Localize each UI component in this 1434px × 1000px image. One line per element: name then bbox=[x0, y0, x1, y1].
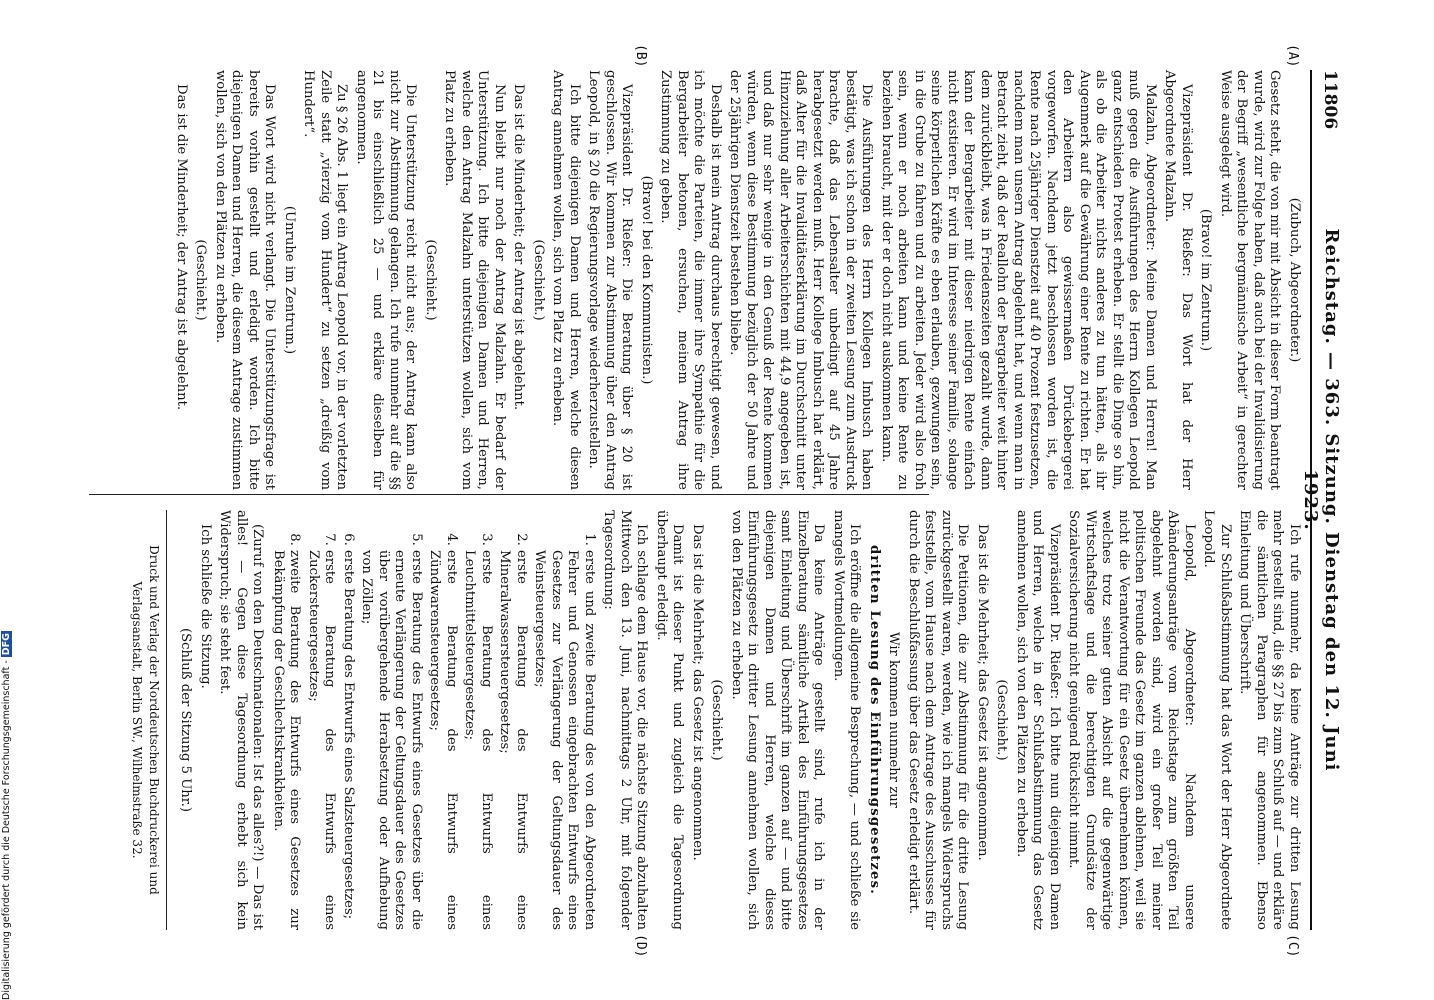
paragraph: (Zuruf von den Deutschnationalen: Ist das alles?!) — Das ist alles! — Gegen diese Tagesordnung erhebt sich kein Widerspruch; sie steht fest. bbox=[217, 510, 266, 930]
margin-mark-a: (A) bbox=[1285, 44, 1300, 68]
interjection: (Unruhe im Zentrum.) bbox=[282, 205, 297, 355]
paragraph: Zu § 26 Abs. 1 liegt ein Antrag Leopold vor, in der vorletzten Zeile statt „vierzig vom Hundert“ zu setzen „dreißig vom Hundert“. bbox=[301, 70, 350, 490]
agenda-item: 3. erste Beratung des Entwurfs eines Leuchtmittelsteuergesetzes; bbox=[461, 550, 494, 930]
paragraph: Die Ausführungen des Herrn Kollegen Imbusch haben bestätigt, was ich schon in der zweiten Lesung zum Ausdruck brachte, daß das Lebensalter unbedingt auf 45 Jahre herabgesetzt werden muß. Herr Kollege Imbusch hat erklärt, daß Alter für die Invaliditätserklärung im Durchschnitt unter Hinzuziehung aller Arbeiterschichten mit 44,9 angegeben ist, und daß nur sehr wenige in den Genuß der Rente kommen würden, wenn diese Bestimmung bezüglich der 50 Jahre und der 25jährigen Dienstzeit bestehen bliebe. bbox=[727, 70, 875, 490]
paragraph: Das Wort wird nicht verlangt. Die Unterstützungsfrage ist bereits vorhin gestellt und erledigt worden. Ich bitte diejenigen Damen und Herren, die diesem Antrage zustimmen wollen, sich von den Plätzen zu erheben. bbox=[213, 70, 278, 490]
paragraph: Das ist die Minderheit; der Antrag ist abgelehnt. bbox=[174, 84, 189, 411]
agenda-item: 2. erste Beratung des Entwurfs eines Mineralwassersteuergesetzes; bbox=[496, 550, 529, 930]
paragraph: Die Unterstützung reicht nicht aus; der Antrag kann also nicht zur Abstimmung gelangen. Ich rufe nunmehr auf die §§ 21 bis einschließlich 25 — und erkläre dieselben für angenommen. bbox=[354, 70, 419, 490]
interjection: (Geschieht.) bbox=[531, 239, 546, 321]
paragraph: Gesetz steht, die von mir mit Absicht in dieser Form beantragt wurde, wird zur Folge haben, daß auch bei der Invalidisierung der Begriff „wesentliche bergmännische Arbeit“ in gerechter Weise ausgelegt wird. bbox=[1218, 70, 1283, 490]
agenda-list bbox=[270, 510, 598, 930]
agenda-item: 1. erste und zweite Beratung des von den Abgeordneten Fehrer und Genossen eingebrachten Entwurfs eines Gesetzes zur Verlängerung der Geltungsdauer des Weinsteuergesetzes; bbox=[531, 550, 597, 930]
margin-mark-b: (B) bbox=[633, 44, 648, 68]
paragraph: Nun bleibt nur noch der Antrag Malzahn. Er bedarf der Unterstützung. Ich bitte diejenigen Damen und Herren, welche den Antrag Malzahn unterstützen wollen, sich vom Platz zu erheben. bbox=[442, 70, 507, 490]
agenda-item: 5. erste Beratung des Entwurfs eines Gesetzes über die erneute Verlängerung der Geltungsdauer des Gesetzes über vorübergehende Herabsetzung oder Aufhebung von Zöllen; bbox=[358, 550, 424, 930]
paragraph: Vizepräsident Dr. Rießer: Ich bitte nun diejenigen Damen und Herren, welche in der Schlußabstimmung das Gesetz annehmen wollen, sich von den Plätzen zu erheben. bbox=[1014, 510, 1062, 930]
margin-mark-c: (C) bbox=[1285, 934, 1300, 958]
paragraph: Ich schlage dem Hause vor, die nächste Sitzung abzuhalten Mittwoch den 13. Juni, nachmittags 2 Uhr, mit folgender Tagesordnung: bbox=[601, 510, 650, 930]
interjection: (Geschieht.) bbox=[193, 239, 209, 321]
paragraph: Ich bitte diejenigen Damen und Herren, welche diesen Antrag annehmen wollen, sich vom Platz zu erheben. bbox=[550, 70, 582, 490]
interjection: (Geschieht.) bbox=[423, 239, 438, 321]
agenda-item: 8. zweite Beratung des Entwurfs eines Gesetzes zur Bekämpfung der Geschlechtskrankheiten. bbox=[270, 550, 303, 930]
paragraph: Vizepräsident Dr. Rießer: Das Wort hat der Herr Abgeordnete Malzahn. bbox=[1162, 70, 1194, 490]
running-title: Reichstag. — 363. Sitzung. Dienstag den 12. Juni 1923. bbox=[1300, 228, 1342, 772]
paragraph: Vizepräsident Dr. Rießer: Die Beratung über § 20 ist geschlossen. Wir kommen zur Abstimmung über den Antrag Leopold, in § 20 die Regierungsvorlage wiederherzustellen. bbox=[586, 70, 635, 490]
interjection: (Geschieht.) bbox=[994, 679, 1010, 761]
paragraph: Damit ist dieser Punkt und zugleich die Tagesordnung überhaupt erledigt. bbox=[654, 510, 686, 930]
closing-note: (Schluß der Sitzung 5 Uhr.) bbox=[178, 627, 194, 812]
paragraph: Leopold, Abgeordneter: Nachdem unsere Abänderungsanträge vom Reichstage zum größten Teil abgelehnt worden sind, wird ein großer Teil meiner politischen Freunde das Gesetz im ganzen ablehnen, weil sie nicht die Verantwortung für ein Gesetz übernehmen können, welches trotz seiner guten Absicht auf die gegenwärtige Wirtschaftslage und die berechtigten Grundsätze der Sozialversicherung nicht genügend Rücksicht nimmt. bbox=[1066, 510, 1197, 930]
margin-mark-d: (D) bbox=[633, 934, 648, 958]
digitization-credit bbox=[1, 580, 17, 1000]
dfg-logo: DFG bbox=[1, 633, 12, 656]
right-column bbox=[126, 510, 1302, 930]
page-header bbox=[1300, 70, 1344, 930]
paragraph: Da keine Anträge gestellt sind, rufe ich in der Einzelberatung sämtliche Artikel des Einführungsgesetzes samt Einleitung und Überschrift im ganzen auf — und bitte diejenigen Damen und Herren, welche dieses Einführungsgesetz in dritter Lesung annehmen wollen, sich von den Plätzen zu erheben. bbox=[729, 510, 827, 930]
column-divider bbox=[89, 494, 929, 495]
paragraph: Das ist die Mehrheit; das Gesetz ist angenommen. bbox=[975, 524, 990, 861]
paragraph: Ich rufe nunmehr, da keine Anträge zur dritten Lesung mehr gestellt sind, die §§ 27 bis zum Schluß auf — und erkläre die sämtlichen Paragraphen für angenommen. Ebenso Einleitung und Überschrift. bbox=[1237, 510, 1302, 930]
agenda-item: 7. erste Beratung des Entwurfs eines Zuckersteuergesetzes; bbox=[305, 550, 338, 930]
paragraph: Deshalb ist mein Antrag durchaus berechtigt gewesen, und ich möchte die Parteien, die immer ihre Sympathie für die Bergarbeiter betonen, ersuchen, meinem Antrag ihre Zustimmung zu geben. bbox=[658, 70, 723, 490]
page-number: 11806 bbox=[1320, 70, 1340, 130]
interjection: (Bravo! bei den Kommunisten.) bbox=[639, 175, 654, 385]
paragraph: Malzahn, Abgeordneter: Meine Damen und Herren! Man muß gegen die Ausführungen des Herrn Kollegen Leopold ganz entschieden Protest erheben. Er stellt die Dinge so hin, als ob die Arbeiter nichts anderes zu tun hätten, als ihr Augenmerk auf die Gewährung einer Rente zu richten. Er hat den Arbeitern also gewissermaßen Drückebergerei vorgeworfen. Nachdem jetzt beschlossen worden ist, die Rente nach 25jähriger Dienstzeit auf 40 Prozent festzusetzen, nachdem man unsern Antrag abgelehnt hat, und wenn man in Betracht zieht, daß der Reallohn der Bergarbeiter weit hinter dem zurückbleibt, was in Friedenszeiten gezahlt wurde, dann kann der Bergarbeiter mit dieser niedrigen Rente einfach nicht existieren. Er wird im Interesse seiner Familie, solange seine körperlichen Kräfte es eben erlauben, gezwungen sein, in die Grube zu fahren und zu arbeiten. Jeder wird also froh sein, wenn er noch arbeiten kann und keine Rente zu beziehen braucht, mit der er doch nicht auskommen kann. bbox=[879, 70, 1158, 490]
paragraph: Zur Schlußabstimmung hat das Wort der Herr Abgeordnete Leopold. bbox=[1201, 510, 1233, 930]
printer-imprint: Druck und Verlag der Norddeutschen Buchdruckerei und Verlagsanstalt, Berlin SW., Wilhelmstraße 32. bbox=[129, 510, 167, 930]
interjection: (Bravo! im Zentrum.) bbox=[1198, 208, 1214, 352]
section-heading: dritten Lesung des Einführungsgesetzes. bbox=[867, 544, 882, 896]
paragraph: Die Petitionen, die zur Abstimmung für die dritte Lesung zurückgestellt waren, werden, wie ich mangels Widerspruchs feststelle, vom Hause nach dem Antrage des Ausschusses für durch die Beschlußfassung über das Gesetz erledigt erklärt. bbox=[906, 510, 971, 930]
agenda-item: 4. erste Beratung des Entwurfs eines Zündwarensteuergesetzes; bbox=[426, 550, 459, 930]
left-column bbox=[170, 70, 1303, 490]
paragraph: Ich eröffne die allgemeine Besprechung, — und schließe sie mangels Wortmeldungen. bbox=[831, 510, 863, 930]
paragraph: Wir kommen nunmehr zur bbox=[886, 632, 902, 808]
credit-text: Digitalisierung gefördert durch die Deutsche Forschungsgemeinschaft - bbox=[1, 660, 12, 1000]
agenda-item: 6. erste Beratung des Entwurfs eines Salzsteuergesetzes; bbox=[340, 550, 357, 930]
interjection: (Geschieht.) bbox=[709, 679, 725, 761]
speaker-note: (Zubuch, Abgeordneter.) bbox=[1287, 197, 1302, 363]
paragraph: Das ist die Minderheit; der Antrag ist abgelehnt. bbox=[511, 84, 527, 411]
paragraph: Ich schließe die Sitzung. bbox=[198, 524, 213, 689]
paragraph: Das ist die Mehrheit; das Gesetz ist angenommen. bbox=[690, 524, 705, 861]
